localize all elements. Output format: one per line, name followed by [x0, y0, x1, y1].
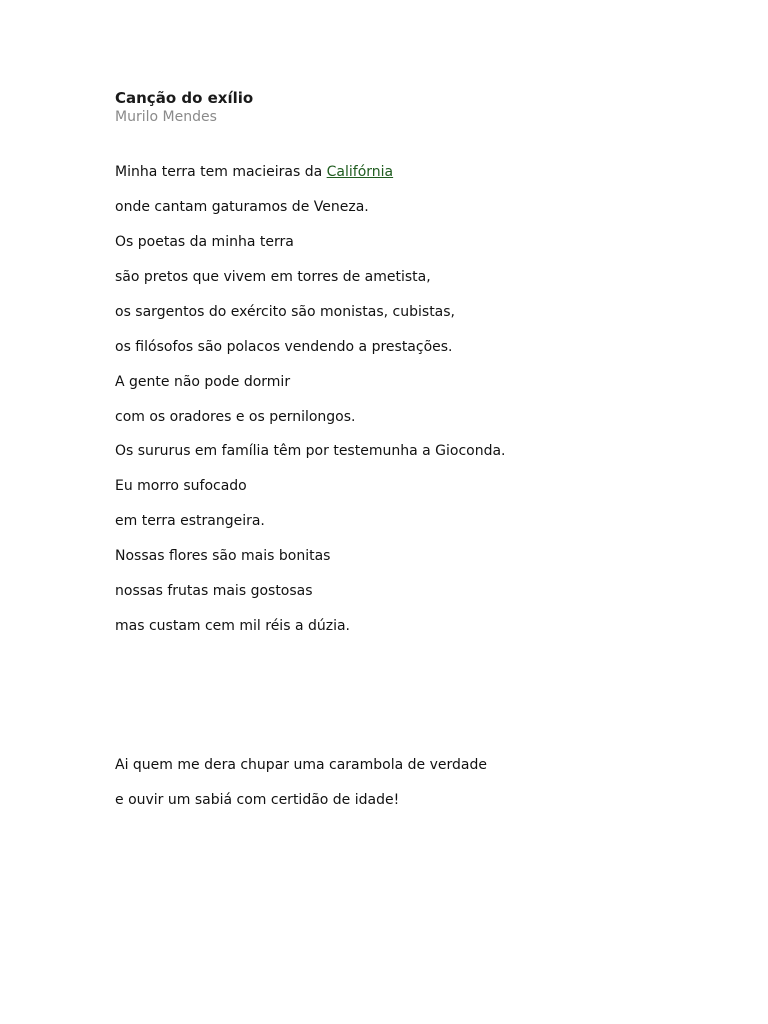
- verse-line: com os oradores e os pernilongos.: [115, 409, 356, 425]
- verse-line: são pretos que vivem em torres de ametista,: [115, 269, 431, 285]
- verse-line: Eu morro sufocado: [115, 478, 247, 494]
- verse-line: Os poetas da minha terra: [115, 234, 294, 250]
- verse-line: Os sururus em família têm por testemunha a Gioconda.: [115, 443, 506, 459]
- verse-line: onde cantam gaturamos de Veneza.: [115, 199, 369, 215]
- verse-line: Ai quem me dera chupar uma carambola de verdade: [115, 757, 487, 773]
- verse-line: e ouvir um sabiá com certidão de idade!: [115, 792, 400, 808]
- verse-text: Minha terra tem macieiras da: [115, 164, 327, 180]
- verse-line: Nossas flores são mais bonitas: [115, 548, 331, 564]
- poem-author: Murilo Mendes: [115, 109, 217, 125]
- verse-line: mas custam cem mil réis a dúzia.: [115, 618, 350, 634]
- verse-line: [115, 163, 393, 181]
- verse-line: em terra estrangeira.: [115, 513, 265, 529]
- california-link[interactable]: Califórnia: [326, 164, 394, 180]
- verse-line: A gente não pode dormir: [115, 374, 291, 390]
- poem-title: Canção do exílio: [115, 89, 254, 107]
- verse-line: os sargentos do exército são monistas, cubistas,: [115, 304, 456, 320]
- verse-line: os filósofos são polacos vendendo a prestações.: [115, 339, 453, 355]
- verse-line: nossas frutas mais gostosas: [115, 583, 313, 599]
